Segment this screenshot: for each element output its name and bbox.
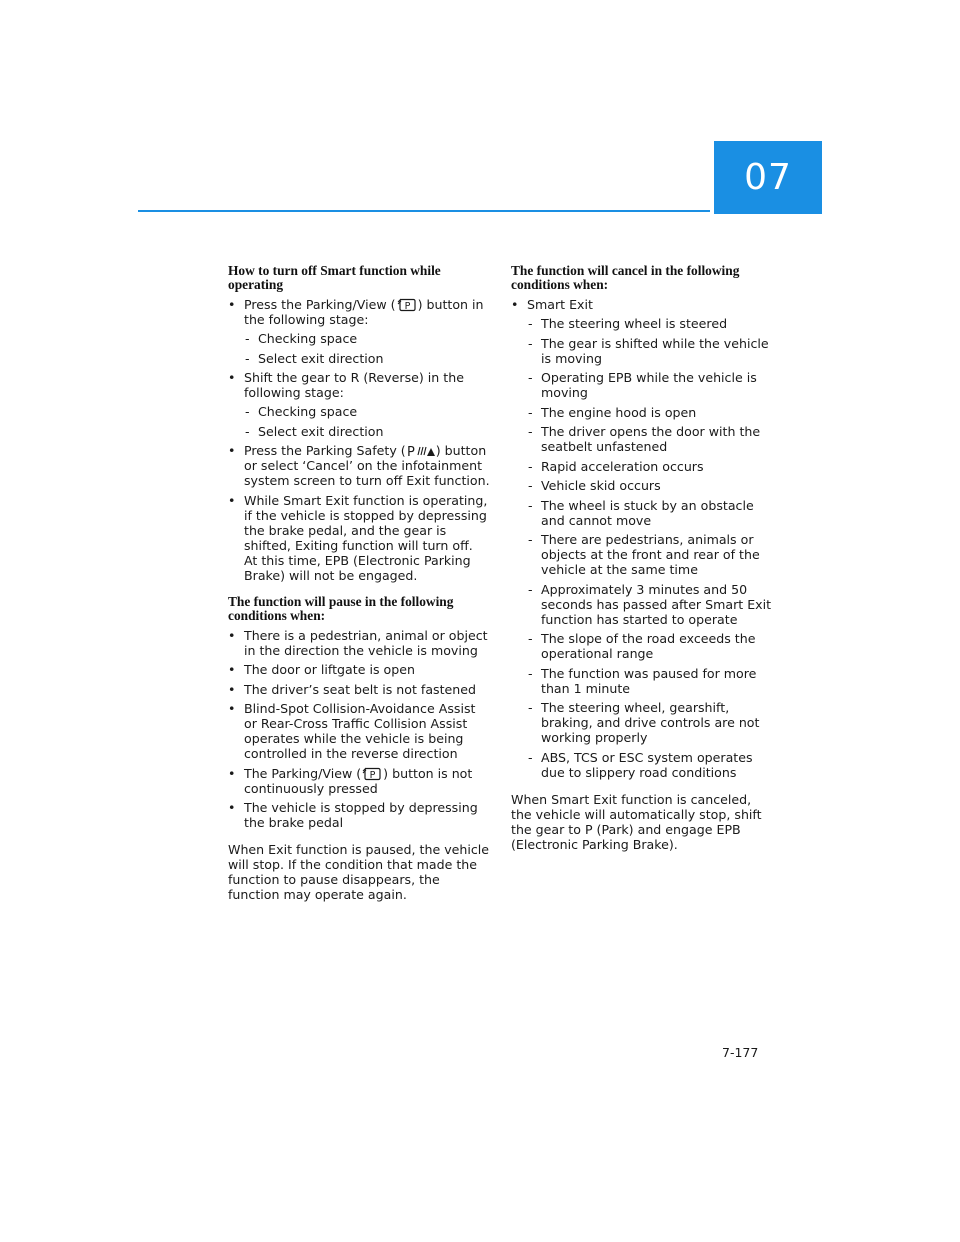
svg-text:P: P bbox=[369, 769, 376, 781]
turn-off-list bbox=[228, 297, 490, 583]
pause-paragraph: When Exit function is paused, the vehicle will stop. If the condition that made the function to pause disappears, the function may operate again. bbox=[228, 842, 490, 902]
page-number: 7-177 bbox=[722, 1045, 759, 1060]
list-item: - The steering wheel, gearshift, braking, and drive controls are not working properly bbox=[527, 700, 773, 745]
list-item: • Shift the gear to R (Reverse) in the following stage: - Checking space - Select exit direction bbox=[228, 370, 490, 439]
list-item: - Select exit direction bbox=[244, 351, 490, 366]
list-item: • The Parking/View ( P ) button is not continuously pressed bbox=[228, 766, 490, 796]
pause-list bbox=[228, 628, 490, 831]
list-item: • Smart Exit - The steering wheel is steered - The gear is shifted while the vehicle is moving - Operating EPB while the vehicle is moving - The engine hood is open - The driver opens the door with the seatbelt unfastened - Rapid acceleration occurs - Vehicle skid occurs - The wheel is stuck by an obstacle and cannot move - There are pedestrians, animals or objects at the front and rear of the vehicle at the same time - Approximately 3 minutes and 50 seconds has passed after Smart Exit function has started to operate - The slope of the road exceeds the operational range - The function was paused for more than 1 minute - The steering wheel, gearshift, braking, and drive controls are not working properly - ABS, TCS or ESC system operates due to slippery road conditions bbox=[511, 297, 773, 780]
parking-safety-icon bbox=[407, 444, 435, 458]
list-item: - The steering wheel is steered bbox=[527, 316, 773, 331]
left-column bbox=[228, 264, 490, 902]
list-item: - Rapid acceleration occurs bbox=[527, 459, 773, 474]
list-item: - Checking space bbox=[244, 404, 490, 419]
section-heading-pause: The function will pause in the following conditions when: bbox=[228, 593, 454, 623]
list-item: • The door or liftgate is open bbox=[228, 662, 490, 677]
cancel-paragraph: When Smart Exit function is canceled, the vehicle will automatically stop, shift the gear to P (Park) and engage EPB (Electronic Parking Brake). bbox=[511, 791, 762, 852]
list-item: - The slope of the road exceeds the operational range bbox=[527, 631, 773, 661]
parking-view-icon bbox=[397, 298, 417, 312]
list-item: • The driver’s seat belt is not fastened bbox=[228, 682, 490, 697]
list-item: - The gear is shifted while the vehicle is moving bbox=[527, 336, 773, 366]
list-item: - Vehicle skid occurs bbox=[527, 478, 773, 493]
list-item: - The driver opens the door with the seatbelt unfastened bbox=[527, 424, 773, 454]
list-item: - Approximately 3 minutes and 50 seconds has passed after Smart Exit function has started to operate bbox=[527, 582, 773, 627]
header-rule bbox=[138, 210, 710, 212]
list-item: - There are pedestrians, animals or objects at the front and rear of the vehicle at the same time bbox=[527, 532, 773, 577]
list-item: - Checking space bbox=[244, 331, 490, 346]
sub-list bbox=[527, 316, 773, 780]
list-item: - ABS, TCS or ESC system operates due to slippery road conditions bbox=[527, 750, 773, 780]
list-item: - The function was paused for more than 1 minute bbox=[527, 666, 773, 696]
list-item: - Select exit direction bbox=[244, 424, 490, 439]
list-item: • The vehicle is stopped by depressing the brake pedal bbox=[228, 800, 490, 830]
chapter-number: 07 bbox=[744, 157, 792, 198]
cancel-list bbox=[511, 297, 773, 780]
chapter-tab bbox=[714, 141, 822, 214]
sub-list bbox=[244, 404, 490, 439]
section-heading-turn-off: How to turn off Smart function while operating bbox=[228, 263, 441, 292]
list-item: • Press the Parking Safety ( P ) button or select ‘Cancel’ on the infotainment system screen to turn off Exit function. bbox=[228, 443, 490, 488]
svg-text:P: P bbox=[406, 445, 415, 458]
list-item: • Press the Parking/View ( P ) button in the following stage: - Checking space - Select exit direction bbox=[228, 297, 490, 366]
list-item: • Blind-Spot Collision-Avoidance Assist or Rear-Cross Traffic Collision Assist operates while the vehicle is being controlled in the reverse direction bbox=[228, 701, 490, 761]
list-item: • While Smart Exit function is operating, if the vehicle is stopped by depressing the brake pedal, and the gear is shifted, Exiting function will turn off. At this time, EPB (Electronic Parking Brake) will not be engaged. bbox=[228, 493, 490, 583]
svg-text:P: P bbox=[404, 301, 410, 312]
sub-list bbox=[244, 331, 490, 366]
list-item: - Operating EPB while the vehicle is moving bbox=[527, 370, 773, 400]
section-heading-cancel: The function will cancel in the following conditions when: bbox=[511, 263, 740, 292]
right-column bbox=[511, 264, 773, 852]
list-item: • There is a pedestrian, animal or object in the direction the vehicle is moving bbox=[228, 628, 490, 658]
parking-view-icon bbox=[362, 767, 382, 781]
list-item: - The wheel is stuck by an obstacle and cannot move bbox=[527, 498, 773, 528]
list-item: - The engine hood is open bbox=[527, 405, 773, 420]
